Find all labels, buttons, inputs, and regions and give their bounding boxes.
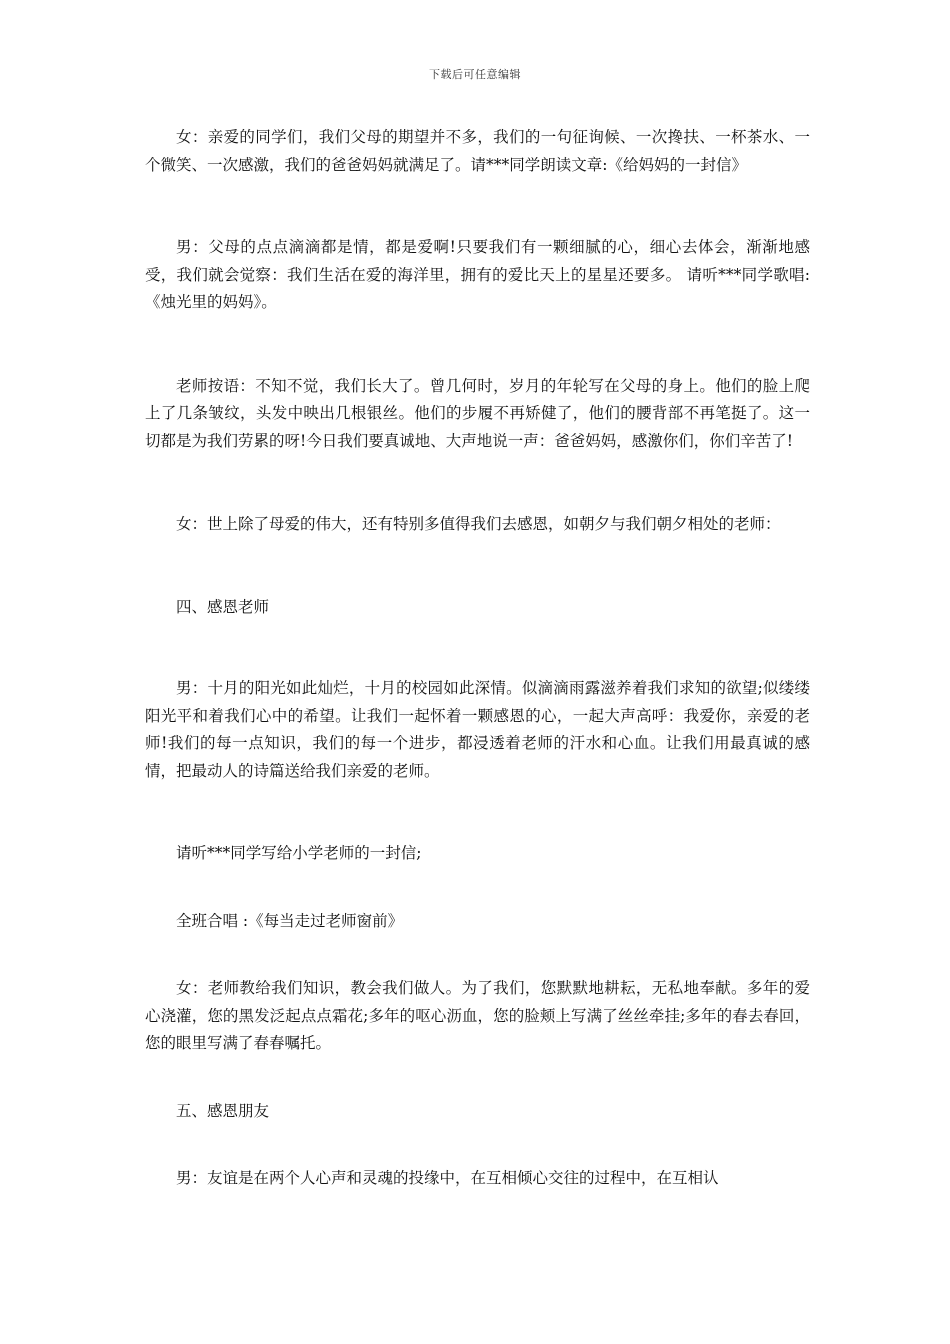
paragraph-october-sunshine: 男：十月的阳光如此灿烂，十月的校园如此深情。似滴滴雨露滋养着我们求知的欲望;似缕缕阳光平和着我们心中的希望。让我们一起怀着一颗感恩的心，一起大声高呼：我爱你，亲爱的老师!我们的每一点知识，我们的每一个进步，都浸透着老师的汗水和心血。让我们用最真诚的感情，把最动人的诗篇送给我们亲爱的老师。 [145,679,810,780]
paragraph-teachers-intro: 女：世上除了母爱的伟大，还有特别多值得我们去感恩，如朝夕与我们朝夕相处的老师： [176,515,781,533]
section-heading-thank-friends: 五、感恩朋友 [176,1101,270,1120]
document-body [145,124,810,1193]
paragraph-parents-love: 男：父母的点点滴滴都是情，都是爱啊!只要我们有一颗细腻的心，细心去体会，渐渐地感受，我们就会觉察：我们生活在爱的海洋里，拥有的爱比天上的星星还要多。 请听***同学歌唱:《烛光里的妈妈》。 [145,238,810,311]
paragraph-mother-letter: 女：亲爱的同学们，我们父母的期望并不多，我们的一句征询候、一次搀扶、一杯茶水、一个微笑、一次感激，我们的爸爸妈妈就满足了。请***同学朗读文章:《给妈妈的一封信》 [145,128,810,174]
paragraph-teacher-tribute: 女：老师教给我们知识，教会我们做人。为了我们，您默默地耕耘，无私地奉献。多年的爱心浇灌，您的黑发泛起点点霜花;多年的呕心沥血，您的脸颊上写满了丝丝牵挂;多年的春去春回，您的眼里写满了春春嘱托。 [145,979,810,1052]
paragraph-letter-to-teacher: 请听***同学写给小学老师的一封信; [176,844,422,862]
page-header-note: 下载后可任意编辑 [429,68,521,81]
paragraph-class-chorus: 全班合唱 :《每当走过老师窗前》 [176,911,404,930]
paragraph-friendship: 男：友谊是在两个人心声和灵魂的投缘中，在互相倾心交往的过程中，在互相认 [176,1169,719,1187]
paragraph-teacher-comment: 老师按语：不知不觉，我们长大了。曾几何时，岁月的年轮写在父母的身上。他们的脸上爬上了几条皱纹，头发中映出几根银丝。他们的步履不再矫健了，他们的腰背部不再笔挺了。这一切都是为我们劳累的呀!今日我们要真诚地、大声地说一声：爸爸妈妈，感激你们，你们辛苦了! [145,376,810,450]
section-heading-thank-teachers: 四、感恩老师 [176,597,270,616]
